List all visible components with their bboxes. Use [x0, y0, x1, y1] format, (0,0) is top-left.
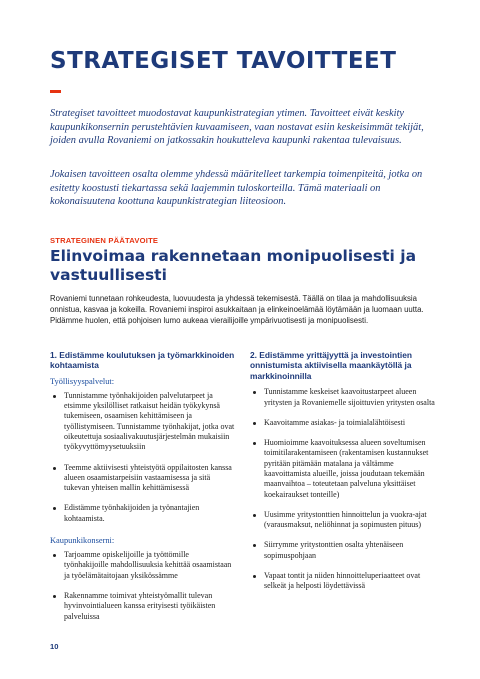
left-bullet-list-2	[50, 550, 235, 622]
intro-paragraph-2: Jokaisen tavoitteen osalta olemme yhdessä määritelleet tarkempia toimenpiteitä, jotka on esitetty koostusti tiekartassa sekä laajemmin tuloskorteilla. Tämä materiaali on kokonaisuutena koottuna kaupunkistrategian liiteosioon.	[50, 169, 423, 208]
intro-paragraph-1: Strategiset tavoitteet muodostavat kaupunkistrategian ytimen. Tavoitteet eivät keskity kaupunkikonsernin perustehtävien kuvaamiseen, vaan nostavat esiin keskeisimmät tekijät, joiden avulla Rovaniemi on jatkossakin houkutteleva kaupunki rakentaa tulevaisuus.	[50, 108, 424, 147]
left-column-heading: 1. Edistämme koulutuksen ja työmarkkinoiden kohtaamista	[50, 350, 235, 371]
list-item: Rakennamme toimivat yhteistyömallit tulevan hyvinvointialueen kanssa erityisesti työikäisten palveluissa	[50, 591, 235, 622]
list-item: Tarjoamme opiskelijoille ja työttömille työnhakijoille mahdollisuuksia kehittää osaamistaan ja työelämätaitojaan yksikössämme	[50, 550, 235, 581]
list-item: Siirrymme yritystonttien osalta yhtenäiseen sopimuspohjaan	[250, 540, 435, 561]
right-bullet-list	[250, 387, 435, 591]
left-bullet-list-1	[50, 391, 235, 524]
list-item: Tunnistamme keskeiset kaavoitustarpeet alueen yritysten ja Rovaniemelle sijoittuvien yritysten osalta	[250, 387, 435, 408]
list-item: Huomioimme kaavoituksessa alueen soveltumisen toimitilarakentamiseen (rakentamisen kustannukset pyritään pitämään matalana ja vältämme kaavoittamista alueille, joissa joudutaan tekemään maanvaihtoa – toteutetaan palveluna yksittäiset koekairaukset tonteille)	[250, 438, 435, 500]
list-item: Vapaat tontit ja niiden hinnoitteluperiaatteet ovat selkeät ja helposti löydettävissä	[250, 571, 435, 592]
list-item: Tunnistamme työnhakijoiden palvelutarpeet ja etsimme yksilölliset ratkaisut heidän työkykynsä tukemiseen, osaamisen kehittämiseen ja työllistymiseen. Tunnistamme työnhakijat, jotka ovat oikeutettuja sosiaalivakuutusjärjestelmän mukaisiin työkyvyttömyysetuuksiin	[50, 391, 235, 453]
subheading-kaupunkikonserni: Kaupunkikonserni:	[50, 536, 115, 546]
right-column	[250, 350, 435, 602]
list-item: Kaavoitamme asiakas- ja toimialalähtöisesti	[250, 418, 435, 428]
right-column-heading: 2. Edistämme yrittäjyyttä ja investointien onnistumista aktiivisella maankäytöllä ja markkinoinnilla	[250, 350, 412, 381]
page-number: 10	[50, 642, 59, 651]
list-item: Edistämme työnhakijoiden ja työnantajien kohtaamista.	[50, 503, 235, 524]
list-item: Uusimme yritystonttien hinnoittelun ja vuokra-ajat (varausmaksut, neliöhinnat ja sopimusten pituus)	[250, 510, 435, 531]
subheading-tyollisyyspalvelut: Työllisyyspalvelut:	[50, 376, 115, 386]
title-accent-dash	[50, 90, 61, 93]
page-title: STRATEGISET TAVOITTEET	[50, 48, 397, 74]
list-item: Teemme aktiivisesti yhteistyötä oppilaitosten kanssa alueen osaamistarpeisiin vastaamisessa ja sitä tukevan yhteisen mallin kehittämisessä	[50, 463, 235, 494]
section-heading: Elinvoimaa rakennetaan monipuolisesti ja vastuullisesti	[50, 247, 417, 284]
left-column	[50, 350, 235, 632]
section-lead: Rovaniemi tunnetaan rohkeudesta, luovuudesta ja yhdessä tekemisestä. Täällä on tilaa ja mahdollisuuksia onnistua, kasvaa ja kokeilla. Rovaniemi inspiroi asukkaitaan ja elinkeinoelämää löytämään ja luomaan uutta. Pidämme huolen, että pohjoisen lumo aukeaa vierailijoille ympärivuotisesti ja monipuolisesti.	[50, 294, 424, 326]
section-eyebrow: STRATEGINEN PÄÄTAVOITE	[50, 236, 159, 245]
